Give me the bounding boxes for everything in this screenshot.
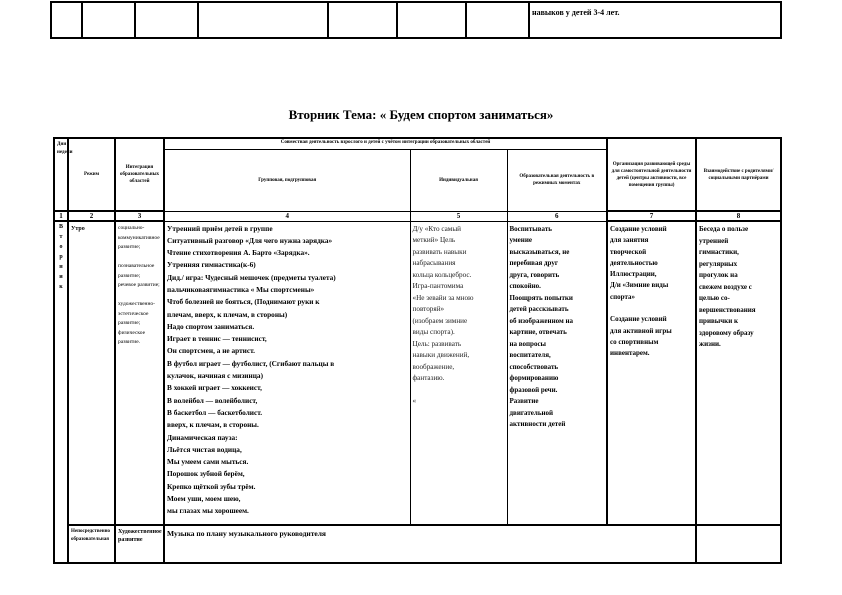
prev-cell-7 <box>466 2 529 38</box>
prev-cell-2 <box>82 2 135 38</box>
music-parents-empty <box>696 525 781 563</box>
col-number-7: 7 <box>607 211 696 221</box>
day-cell: В т о р н и к <box>54 221 68 563</box>
prev-cell-6 <box>397 2 466 38</box>
group-activity: Утренний приём детей в группе Ситуативный разговор «Для чего нужна зарядка» Чтение стихотворения А. Барто «Зарядка». Утренняя гимнастика(к-6) Дид./ игра: Чудесный мешочек (предметы туалета) пальчиковаягимнастика « Мы спортсмены» Чтоб болезней не бояться, (Поднимают руки к плечам, вверх, к плечам, в стороны) Надо спортом заниматься. Играет в теннис — теннисист, Он спортсмен, а не артист. В футбол играет — футболист, (Сгибают пальцы в кулачок, начиная с мизинца) В хоккей играет — хоккеист, В волейбол — волейболист, В баскетбол — баскетболист. вверх, к плечам, в стороны. Динамическая пауза: Льётся чистая водица, Мы умеем сами мыться. Порошок зубной берём, Крепко щёткой зубы трём. Моем уши, моем шею, мы глазах мы хорошеем. <box>164 221 410 525</box>
header-edu-moments: Образовательная деятельность в режимных моментах <box>507 149 607 211</box>
environment-activity: Создание условий для занятия творческой деятельностью Иллюстрации, Д/и «Зимние виды спорта» Создание условий для активной игры со спортивным инвентарем. <box>607 221 696 525</box>
col-number-8: 8 <box>696 211 781 221</box>
regime-music: Непосредственно образовательная <box>68 525 115 563</box>
header-parents: Взаимодействие с родителями/ социальными партнёрами <box>696 138 781 211</box>
col-number-2: 2 <box>68 211 115 221</box>
page-title: Вторник Тема: « Будем спортом заниматься» <box>288 107 554 122</box>
prev-cell-8: навыков у детей 3-4 лет. <box>529 2 781 38</box>
prev-cell-1 <box>51 2 82 38</box>
edu-moments-activity: Воспитывать умение высказываться, не перебивая друг друга, говорить спокойно. Поощрять попытки детей расскзывать об изображенном на картине, отвечать на вопросы воспитателя, способствовать формированию фразовой речи. Развитие двигательной активности детей <box>507 221 607 525</box>
individual-activity: Д/у «Кто самый меткий» Цель развивать навыки набрасывания кольца кольцеброс. Игра-пантомима «Не зевайи за мною повторяй» (изобраем зимние виды спорта). Цель: развивать навыки движений, воображение, фантазию. « <box>410 221 507 525</box>
header-regime: Режим <box>68 138 115 211</box>
header-day: Дни недели <box>54 138 68 211</box>
header-environment: Организация развивающей среды для самостоятельной деятельности детей (центры активности, все помещения группы) <box>607 138 696 211</box>
prev-cell-5 <box>328 2 397 38</box>
col-number-1: 1 <box>54 211 68 221</box>
regime-morning: Утро <box>68 221 115 525</box>
header-integration: Интеграция образовательных областей <box>115 138 164 211</box>
header-joint-activity: Совместная деятельность взрослого и детей с учётом интеграции образовательных областей <box>164 138 607 149</box>
previous-page-table <box>50 1 782 39</box>
col-number-3: 3 <box>115 211 164 221</box>
col-number-6: 6 <box>507 211 607 221</box>
col-number-4: 4 <box>164 211 410 221</box>
music-content: Музыка по плану музыкального руководителя <box>164 525 696 563</box>
header-group: Групповая, подгрупповая <box>164 149 410 211</box>
col-number-5: 5 <box>410 211 507 221</box>
header-individual: Индивидуальная <box>410 149 507 211</box>
daily-plan-table <box>53 137 782 564</box>
integration-areas: социально-коммуникативное развитие; познавательное развитие; речевое развитие; художественно-эстетическое развитие; физическое развитие. <box>115 221 164 525</box>
prev-cell-4 <box>198 2 328 38</box>
parents-interaction: Беседа о пользе утренней гимнастики, регулярных прогулок на свежем воздухе с целью со- вершенствования привычки к здоровому образу жизни. <box>696 221 781 525</box>
integration-music: Художественное развитие <box>115 525 164 563</box>
prev-cell-3 <box>135 2 198 38</box>
